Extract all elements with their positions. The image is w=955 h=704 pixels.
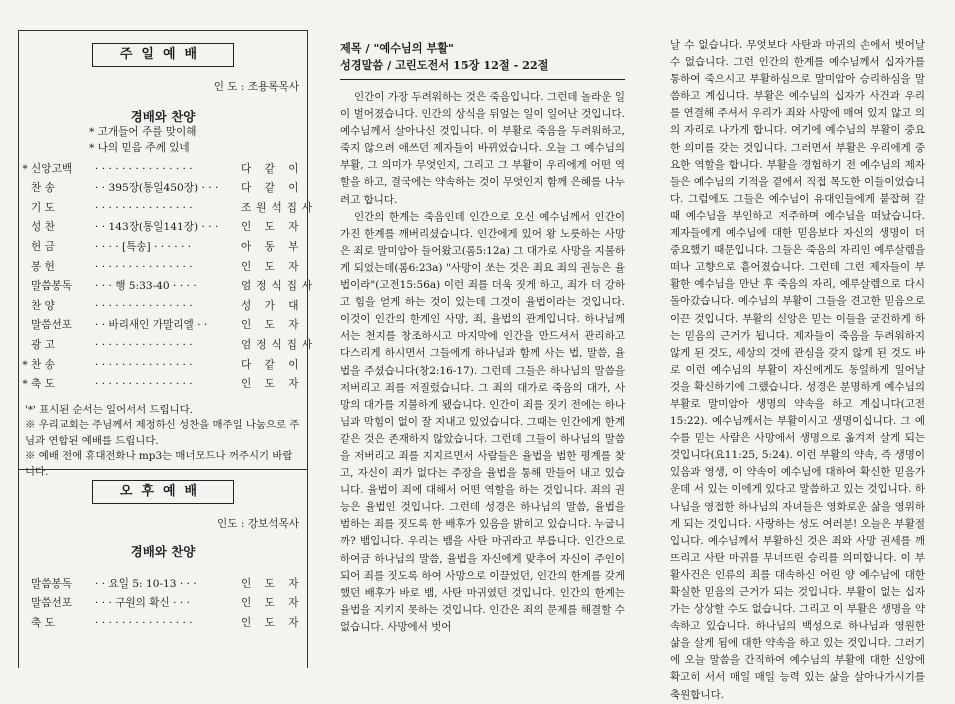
sermon-column — [340, 40, 625, 636]
order-row — [19, 574, 307, 594]
order-dots: · · 143장(통일141장) · · · — [95, 221, 219, 234]
order-of-worship — [19, 159, 318, 394]
order-row — [19, 297, 307, 317]
order-row — [19, 179, 307, 199]
sermon-title: 제목 / "예수님의 부활" — [340, 41, 454, 55]
order-name: 말씀선포 — [31, 319, 72, 332]
order-row — [19, 316, 307, 336]
order-who: 다 같 이 — [241, 358, 304, 371]
order-name: 말씀봉독 — [31, 577, 72, 590]
order-dots: · · · · · · · · · · · · · · · — [95, 260, 193, 273]
order-dots: · · · 구원의 확신 · · · — [95, 597, 190, 610]
order-who: 인 도 자 — [241, 577, 304, 590]
order-who: 인 도 자 — [241, 378, 304, 391]
order-name: 봉 헌 — [31, 260, 55, 273]
order-dots: · · 395장(통일450장) · · · — [95, 182, 219, 195]
morning-officiant: 인 도 : 조용록목사 — [213, 81, 299, 93]
order-name: 광 고 — [31, 338, 55, 351]
morning-subtitle: 경배와 찬양 — [130, 109, 196, 125]
evening-service-box — [18, 470, 308, 668]
order-dots: · · · · · · · · · · · · · · · — [95, 299, 193, 312]
order-name: 말씀선포 — [31, 597, 72, 610]
order-name: 성 찬 — [31, 221, 55, 234]
order-mark: * — [22, 162, 28, 175]
sermon-body — [340, 89, 625, 636]
order-name: 기 도 — [31, 201, 55, 214]
order-dots: · · · · · · · · · · · · · · · — [95, 201, 193, 214]
order-who: 인 도 자 — [241, 597, 304, 610]
order-row — [19, 277, 318, 297]
evening-subtitle: 경배와 찬양 — [130, 544, 196, 560]
order-row — [19, 159, 307, 179]
order-name: 찬 송 — [31, 182, 55, 195]
order-dots: · · · · · · · · · · · · · · · — [95, 616, 193, 629]
order-who: 인 도 자 — [241, 319, 304, 332]
order-name: 축 도 — [31, 616, 55, 629]
order-who: 성 가 대 — [241, 299, 304, 312]
note-item: '*' 표시된 순서는 일어서서 드립니다. — [25, 403, 193, 416]
evening-officiant: 인도 : 강보석목사 — [217, 518, 299, 530]
order-who: 다 같 이 — [241, 162, 304, 175]
sermon-paragraph: 인간의 한계는 죽음인데 인간으로 오신 예수님께서 인간이 가진 한계를 깨버리셨습니다. 인간에게 있어 왕 노릇하는 사망은 죄로 말미암아 들어왔고(롬5:12a) 그 대가로 사망을 지불하게 되었는데(롬6:23a) "사망이 쏘는 것은 죄요 죄의 권능은 율법이라"(고전15:56a) 이런 죄를 더욱 짓게 하고, 죄가 더 강하고 힘을 얻게 하는 것이 있는데 그것이 율법이라는 것입니다. 이것이 인간의 한계인 사망, 죄, 율법의 관계입니다. 하나님께서는 천지를 창조하시고 마지막에 인간을 만드셔서 관리하고 다스리게 하시면서 그들에게 하나님과 함께 사는 법, 말씀, 율법을 주셨습니다(창2:16-17). 그런데 그들은 하나님의 말씀을 저버리고 죄를 저질렀습니다. 그 죄의 대가로 죽음의 대가, 사망의 대가를 지불하게 됐습니다. 인간이 죄를 짓기 전에는 하나님과 막힘이 없이 잘 지내고 있었습니다. 그때는 인간에게 한계 같은 것은 존재하지 않았습니다. 그런데 그들이 하나님의 말씀을 저버리고 죄를 지지르면서 사람들은 율법을 범한 평계를 찾고, 자신이 죄가 없다는 주장을 율법을 통해 만들어 내고 있습니다. 율법이 죄에 대해서 어떤 역할을 하는 것입니다. 죄의 권능은 율법인 것입니다. 그런데 성경은 하나님의 말씀, 율법을 범하는 죄를 짓도록 한 배후가 있음을 밝히고 있습니다. 누굽니까? 뱀입니다. 우리는 뱀을 사탄 마귀라고 부릅니다. 인간으로 하여금 하나님의 말씀, 율법을 자신에게 맞추어 자신이 주인이 되어 죄를 짓도록 하여 사망으로 이끌었던, 인간의 한계를 갖게 했던 배후가 바로 뱀, 사탄 마귀였던 것입니다. 인간의 한계는 율법을 지키지 못하는 것입니다. 인간은 죄의 문제를 해결할 수 없습니다. 사망에서 벗어 — [340, 210, 625, 633]
order-mark: * — [22, 358, 28, 371]
order-name: 찬 송 — [31, 358, 55, 371]
order-who: 엄정식집사 — [241, 338, 318, 351]
order-dots: · · 바리새인 가말리엘 · · — [95, 319, 208, 332]
order-row — [19, 375, 307, 395]
order-dots: · · · · · · · · · · · · · · · — [95, 378, 193, 391]
divider — [340, 79, 625, 80]
order-dots: · · · · · · · · · · · · · · · — [95, 358, 193, 371]
morning-service-box — [18, 30, 318, 478]
order-who: 인 도 자 — [241, 221, 304, 234]
order-name: 헌 금 — [31, 240, 55, 253]
motto-line: * 나의 믿음 주께 있네 — [89, 141, 190, 154]
sermon-scripture: 성경말씀 / 고린도전서 15장 12절 - 22절 — [340, 58, 549, 72]
evening-order — [19, 574, 307, 633]
order-dots: · · 요일 5: 10-13 · · · — [95, 577, 197, 590]
order-name: 찬 양 — [31, 299, 55, 312]
order-who: 인 도 자 — [241, 616, 304, 629]
order-dots: · · · 행 5:33-40 · · · · — [95, 280, 197, 293]
morning-service-title: 주일예배 — [92, 43, 234, 67]
note-item: ※ 우리교회는 주님께서 제정하신 성찬을 매주일 나눔으로 주님과 연합된 예배를 드립니다. — [25, 419, 300, 447]
order-name: 신앙고백 — [31, 162, 72, 175]
note-item: ※ 예배 전에 휴대전화나 mp3는 매너모드나 꺼주시기 바랍니다. — [25, 450, 293, 478]
order-name: 축 도 — [31, 378, 55, 391]
order-row — [19, 355, 307, 375]
order-row — [19, 199, 318, 219]
service-notes — [19, 403, 307, 481]
order-row — [19, 257, 307, 277]
order-mark: * — [22, 378, 28, 391]
order-row — [19, 614, 307, 634]
evening-service-title: 오후예배 — [92, 480, 234, 504]
motto-line: * 고개들어 주를 맞이해 — [89, 126, 197, 139]
order-row — [19, 238, 307, 258]
sermon-continuation: 날 수 없습니다. 무엇보다 사탄과 마귀의 손에서 벗어날 수 없습니다. 그런 인간의 한계를 예수님께서 십자가를 통하여 죽으시고 부활하심으로 말미암아 승리하심을 말씀하고 계십니다. 부활은 예수님의 십자가 사건과 우리를 연결해 주셔서 우리가 죄와 사망에 매여 있지 않고 의의 자리로 나가게 합니다. 여기에 예수님의 부활이 중요한 의미를 갖는 것입니다. 그러면서 부활은 우리에게 중요한 역할을 합니다. 부활을 경험하기 전 예수님의 제자들은 예수님의 기적을 곁에서 직접 목도한 이들이었습니다. 그럼에도 그들은 예수님이 유대인들에게 붙잡혀 갈 때 예수님을 부인하고 저주하며 예수님을 떠났습니다. 제자들에게 예수님에 대한 믿음보다 자신의 생명이 더 중요했기 때문입니다. 그들은 죽음의 자리인 예루살렘을 떠나 고향으로 흩어졌습니다. 그런데 그런 제자들이 부활한 예수님을 만난 후 죽음의 자리, 예루살렘으로 다시 돌아갔습니다. 예수님의 부활이 그들을 견고한 믿음으로 이끈 것입니다. 부활의 신앙은 믿는 이들을 굳건하게 하는 믿음의 근거가 됩니다. 제자들이 죽음을 두려워하지 않게 된 것도, 세상의 것에 관심을 갖지 않게 된 것도 바로 이런 예수님의 부활이 자신에게도 동일하게 일어날 것을 확신하기에 그랬습니다. 성경은 분명하게 예수님의 부활로 말미암아 생명의 약속을 하고 계십니다(고전15:22). 예수님께서는 부활이시고 생명이십니다. 그 예수를 믿는 사람은 사망에서 생명으로 옮겨져 살게 되는 것입니다(요11:25, 5:24). 이런 부활의 약속, 즉 생명이 있음과 영생, 이 약속이 예수님에 대하여 확신한 믿음가운데 서 있는 이에게 있다고 말씀하고 있는 것입니다. 하나님을 영접한 하나님의 자녀들은 영화로운 삶을 영위하게 되는 것입니다. 사랑하는 성도 여러분! 오늘은 부활절입니다. 예수님께서 부활하신 것은 죄와 사망 권세를 깨뜨리고 사탄 마귀를 무너뜨린 승리를 의미합니다. 이 부활사건은 인류의 죄를 대속하신 어린 양 예수님에 대한 확실한 믿음의 근거가 되는 것입니다. 부활이 없는 십자가는 상상할 수도 없습니다. 그리고 이 부활은 생명을 약속하고 있습니다. 하나님의 백성으로 하나님과 영원한 삶을 살게 됨에 대한 약속을 하고 있는 것입니다. 그러기에 오늘 말씀을 간직하여 예수님의 부활에 대한 신앙에 확고히 서서 매일 매일 능력 있는 삶을 살아나가시기를 축원합니다. — [670, 39, 925, 701]
order-who: 다 같 이 — [241, 182, 304, 195]
order-row — [19, 218, 307, 238]
order-who: 엄정식집사 — [241, 280, 318, 293]
sermon-paragraph: 인간이 가장 두려워하는 것은 죽음입니다. 그런데 놀라운 일이 벌어졌습니다. 인간의 상식을 뒤엎는 일이 일어난 것입니다. 예수님께서 살아나신 것입니다. 이 부활로 죽음을 두려워하고, 죽지 않으려 애쓰던 제자들이 바뀌었습니다. 오늘 그 예수님의 부활, 그 의미가 무엇인지, 그리고 그 부활이 우리에게 어떤 역할을 하고, 결국에는 약속하는 것이 무엇인지 함께 은혜를 나누려고 합니다. — [340, 91, 625, 206]
order-who: 조원석집사 — [241, 201, 318, 214]
sermon-continuation-column — [670, 37, 925, 704]
order-name: 말씀봉독 — [31, 280, 72, 293]
order-row — [19, 594, 307, 614]
order-dots: · · · · · · · · · · · · · · · — [95, 162, 193, 175]
order-row — [19, 336, 318, 356]
order-who: 아 동 부 — [241, 240, 304, 253]
order-dots: · · · · [특송] · · · · · · — [95, 240, 192, 253]
order-who: 인 도 자 — [241, 260, 304, 273]
order-dots: · · · · · · · · · · · · · · · — [95, 338, 193, 351]
